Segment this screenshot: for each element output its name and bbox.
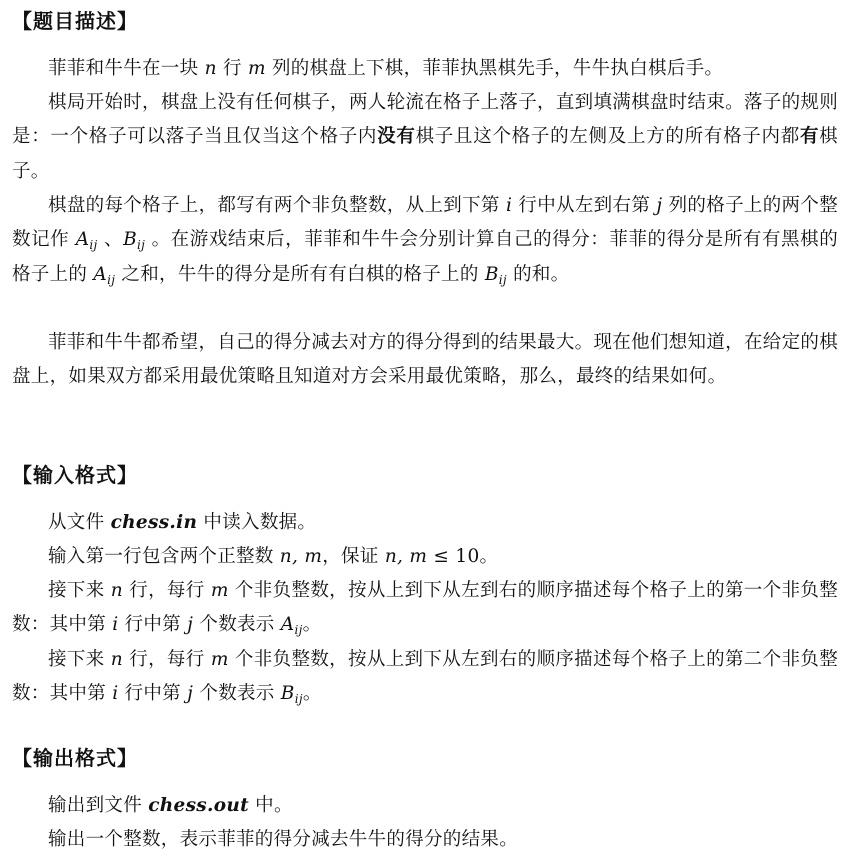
output-paragraph-1: 输出到文件 chess.out 中。 [48, 795, 293, 816]
output-format-heading: 【输出格式】 [12, 746, 138, 770]
description-paragraph-3: 棋盘的每个格子上，都写有两个非负整数，从上到下第 i 行中从左到右第 j 列的格子上的两个整数记作 $A_{ij}$ 、$B_{ij}$ 。在游戏结束后，菲菲和牛牛会分别计算自己的得分：菲菲的得分是所有有黑棋的格子上的 $A_{ij}$ 之和，牛牛的得分是所有有白棋的格子上的 $B_{ij}$ 的和。 [12, 195, 838, 287]
description-heading: 【题目描述】 [12, 9, 138, 33]
input-paragraph-1: 从文件 chess.in 中读入数据。 [48, 512, 317, 533]
input-paragraph-2: 输入第一行包含两个正整数 n, m，保证 n, m ≤ 10。 [48, 546, 499, 567]
description-paragraph-4: 菲菲和牛牛都希望，自己的得分减去对方的得分得到的结果最大。现在他们想知道，在给定的棋盘上，如果双方都采用最优策略且知道对方会采用最优策略，那么，最终的结果如何。 [12, 332, 838, 388]
input-paragraph-4: 接下来 n 行，每行 m 个非负整数，按从上到下从左到右的顺序描述每个格子上的第二个非负整数：其中第 i 行中第 j 个数表示 $B_{ij}$。 [12, 649, 838, 707]
input-format-heading: 【输入格式】 [12, 463, 138, 487]
description-paragraph-1: 菲菲和牛牛在一块 n 行 m 列的棋盘上下棋，菲菲执黑棋先手，牛牛执白棋后手。 [48, 58, 724, 79]
description-paragraph-2: 棋局开始时，棋盘上没有任何棋子，两人轮流在格子上落子，直到填满棋盘时结束。落子的规则是：一个格子可以落子当且仅当这个格子内没有棋子且这个格子的左侧及上方的所有格子内都有棋子。 [12, 92, 838, 182]
output-paragraph-2: 输出一个整数，表示菲菲的得分减去牛牛的得分的结果。 [48, 829, 519, 850]
input-paragraph-3: 接下来 n 行，每行 m 个非负整数，按从上到下从左到右的顺序描述每个格子上的第一个非负整数：其中第 i 行中第 j 个数表示 $A_{ij}$。 [12, 580, 838, 638]
